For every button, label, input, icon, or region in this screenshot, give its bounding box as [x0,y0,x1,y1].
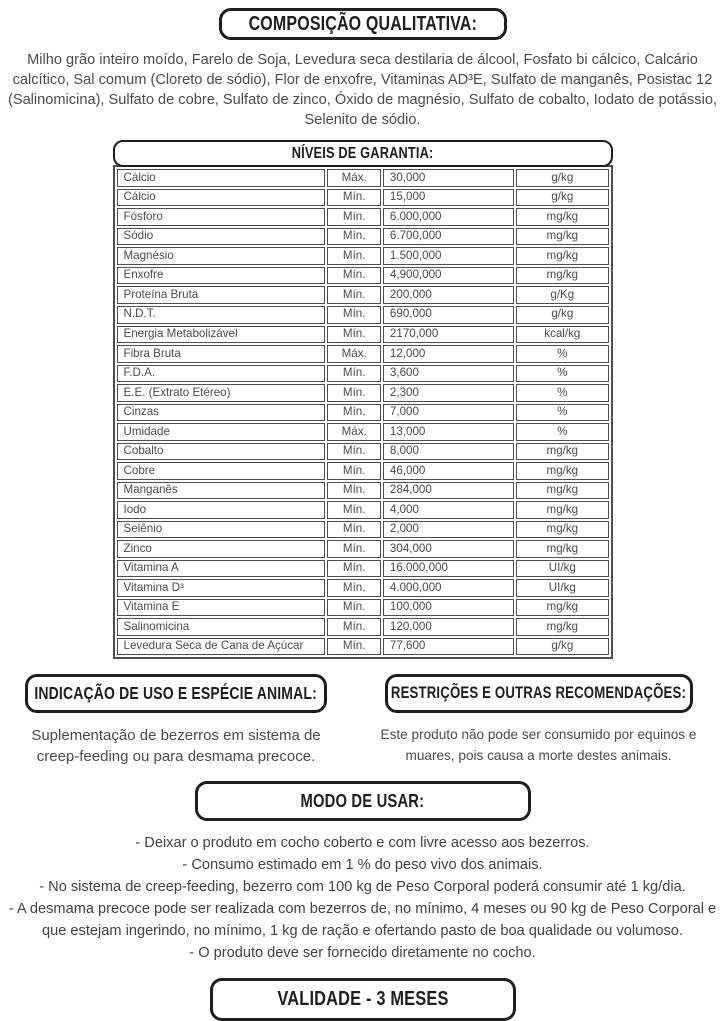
table-row [117,267,609,285]
nutrient-unit: UI/kg [516,560,608,578]
validity-box [210,978,516,1021]
table-row [117,443,609,461]
nutrient-name: Cálcio [117,189,326,207]
guarantee-title-box [113,140,613,167]
restrictions-title: RESTRIÇÕES E OUTRAS RECOMENDAÇÕES: [390,684,687,703]
table-row [117,501,609,519]
nutrient-unit: % [516,345,608,363]
table-row [117,423,609,441]
nutrient-unit: mg/kg [516,208,608,226]
nutrient-unit: % [516,423,608,441]
nutrient-name: Salinomicina [117,618,326,636]
limit-type: Mín. [327,404,380,422]
nutrient-name: Vitamina D³ [117,579,326,597]
limit-type: Mín. [327,228,380,246]
limit-type: Mín. [327,326,380,344]
usage-instructions [2,833,724,964]
table-row [117,345,609,363]
nutrient-unit: mg/kg [516,247,608,265]
guarantee-table-body [117,169,609,655]
nutrient-value: 100,000 [383,599,514,617]
limit-type: Mín. [327,306,380,324]
restrictions-title-box [385,674,693,713]
nutrient-value: 1.500,000 [383,247,514,265]
guarantee-table [113,165,613,659]
nutrient-unit: mg/kg [516,443,608,461]
nutrient-value: 77,600 [383,638,514,656]
table-row [117,169,609,187]
table-row [117,404,609,422]
table-row [117,599,609,617]
table-row [117,208,609,226]
nutrient-unit: UI/kg [516,579,608,597]
nutrient-unit: mg/kg [516,540,608,558]
indication-title: INDICAÇÃO DE USO E ESPÉCIE ANIMAL: [34,683,318,704]
nutrient-value: 13,000 [383,423,514,441]
nutrient-name: Manganês [117,482,326,500]
indication-section [0,674,352,767]
limit-type: Mín. [327,462,380,480]
table-row [117,384,609,402]
limit-type: Máx. [327,345,380,363]
table-row [117,189,609,207]
nutrient-name: Iodo [117,501,326,519]
composition-title: COMPOSIÇÃO QUALITATIVA: [248,12,477,35]
nutrient-name: Sódio [117,228,326,246]
limit-type: Mín. [327,208,380,226]
nutrient-value: 3,600 [383,365,514,383]
table-row [117,286,609,304]
usage-line: - O produto deve ser fornecido diretamente no cocho. [189,944,536,961]
limit-type: Máx. [327,423,380,441]
nutrient-value: 2170,000 [383,326,514,344]
indication-text: Suplementação de bezerros em sistema de creep-feeding ou para desmama precoce. [31,727,321,766]
nutrient-value: 16.000,000 [383,560,514,578]
table-row [117,247,609,265]
nutrient-name: Enxofre [117,267,326,285]
usage-line: - Consumo estimado em 1 % do peso vivo dos animais. [182,857,543,874]
nutrient-name: Cálcio [117,169,326,187]
limit-type: Mín. [327,384,380,402]
limit-type: Mín. [327,443,380,461]
table-row [117,521,609,539]
limit-type: Mín. [327,501,380,519]
nutrient-unit: mg/kg [516,267,608,285]
table-row [117,482,609,500]
nutrient-unit: g/kg [516,189,608,207]
limit-type: Mín. [327,247,380,265]
nutrient-unit: % [516,404,608,422]
nutrient-value: 690,000 [383,306,514,324]
nutrient-value: 30,000 [383,169,514,187]
nutrient-name: Levedura Seca de Cana de Açúcar [117,638,326,656]
nutrient-value: 284,000 [383,482,514,500]
restrictions-section [352,674,725,767]
usage-line: - Deixar o produto em cocho coberto e com livre acesso aos bezerros. [135,835,590,852]
table-row [117,228,609,246]
nutrient-unit: % [516,384,608,402]
nutrient-name: Zinco [117,540,326,558]
nutrient-unit: g/Kg [516,286,608,304]
nutrient-unit: % [516,365,608,383]
table-row [117,540,609,558]
nutrient-value: 304,000 [383,540,514,558]
composition-text: Milho grão inteiro moído, Farelo de Soja, Levedura seca destilaria de álcool, Fosfato bi cálcico, Calcário calcítico, Sal comum (Cloreto de sódio), Flor de enxofre, Vitaminas AD³E, Sulfato de manganês, Posistac 12 (Salinomicina), Sulfato de cobre, Sulfato de zinco, Óxido de magnésio, Sulfato de cobalto, Iodato de potássio, Selenito de sódio. [7,52,718,128]
limit-type: Mín. [327,521,380,539]
nutrient-name: Vitamina E [117,599,326,617]
nutrient-value: 2,300 [383,384,514,402]
limit-type: Mín. [327,638,380,656]
nutrient-name: Fibra Bruta [117,345,326,363]
nutrient-name: Cinzas [117,404,326,422]
nutrient-unit: mg/kg [516,618,608,636]
limit-type: Mín. [327,579,380,597]
nutrient-value: 6.700,000 [383,228,514,246]
nutrient-unit: g/kg [516,306,608,324]
guarantee-section [113,140,613,659]
nutrient-value: 7,000 [383,404,514,422]
limit-type: Mín. [327,267,380,285]
limit-type: Máx. [327,169,380,187]
composition-title-box [219,8,507,40]
nutrient-name: Vitamina A [117,560,326,578]
indication-title-box [25,674,327,713]
limit-type: Mín. [327,286,380,304]
nutrient-value: 8,000 [383,443,514,461]
nutrient-value: 120,000 [383,618,514,636]
limit-type: Mín. [327,482,380,500]
nutrient-value: 6.000,000 [383,208,514,226]
nutrient-value: 15,000 [383,189,514,207]
nutrient-value: 46,000 [383,462,514,480]
table-row [117,306,609,324]
table-row [117,579,609,597]
nutrient-unit: g/kg [516,169,608,187]
nutrient-value: 200,000 [383,286,514,304]
limit-type: Mín. [327,365,380,383]
nutrient-name: Cobalto [117,443,326,461]
usage-title-box [195,781,531,821]
nutrient-value: 2,000 [383,521,514,539]
nutrient-name: N.D.T. [117,306,326,324]
nutrient-name: E.E. (Extrato Etéreo) [117,384,326,402]
usage-title: MODO DE USAR: [300,790,425,812]
nutrient-name: Energia Metabolizável [117,326,326,344]
table-row [117,462,609,480]
feed-label-page [0,8,725,1011]
nutrient-value: 4,900,000 [383,267,514,285]
nutrient-unit: mg/kg [516,599,608,617]
table-row [117,560,609,578]
info-columns [0,674,725,767]
nutrient-name: F.D.A. [117,365,326,383]
nutrient-value: 4,000 [383,501,514,519]
guarantee-title: NÍVEIS DE GARANTIA: [291,144,434,162]
nutrient-name: Fósforo [117,208,326,226]
limit-type: Mín. [327,189,380,207]
nutrient-name: Magnésio [117,247,326,265]
table-row [117,638,609,656]
nutrient-unit: mg/kg [516,501,608,519]
validity-title: VALIDADE - 3 MESES [276,987,449,1011]
nutrient-unit: kcal/kg [516,326,608,344]
nutrient-unit: mg/kg [516,462,608,480]
limit-type: Mín. [327,560,380,578]
nutrient-unit: mg/kg [516,521,608,539]
nutrient-name: Cobre [117,462,326,480]
nutrient-unit: g/kg [516,638,608,656]
nutrient-value: 4.000,000 [383,579,514,597]
nutrient-name: Umidade [117,423,326,441]
nutrient-unit: mg/kg [516,482,608,500]
nutrient-name: Proteína Bruta [117,286,326,304]
limit-type: Mín. [327,599,380,617]
nutrient-name: Selênio [117,521,326,539]
table-row [117,365,609,383]
limit-type: Mín. [327,540,380,558]
restrictions-text: Este produto não pode ser consumido por equinos e muares, pois causa a morte destes animais. [380,727,697,763]
usage-line: - No sistema de creep-feeding, bezerro com 100 kg de Peso Corporal poderá consumir até 1 kg/dia. [39,879,686,896]
limit-type: Mín. [327,618,380,636]
nutrient-unit: mg/kg [516,228,608,246]
usage-line: - A desmama precoce pode ser realizada com bezerros de, no mínimo, 4 meses ou 90 kg de Peso Corporal e que estejam ingerindo, no mínimo, 1 kg de ração e ofertando pasto de boa qualidade ou volumoso. [8,900,717,939]
table-row [117,618,609,636]
table-row [117,326,609,344]
nutrient-value: 12,000 [383,345,514,363]
